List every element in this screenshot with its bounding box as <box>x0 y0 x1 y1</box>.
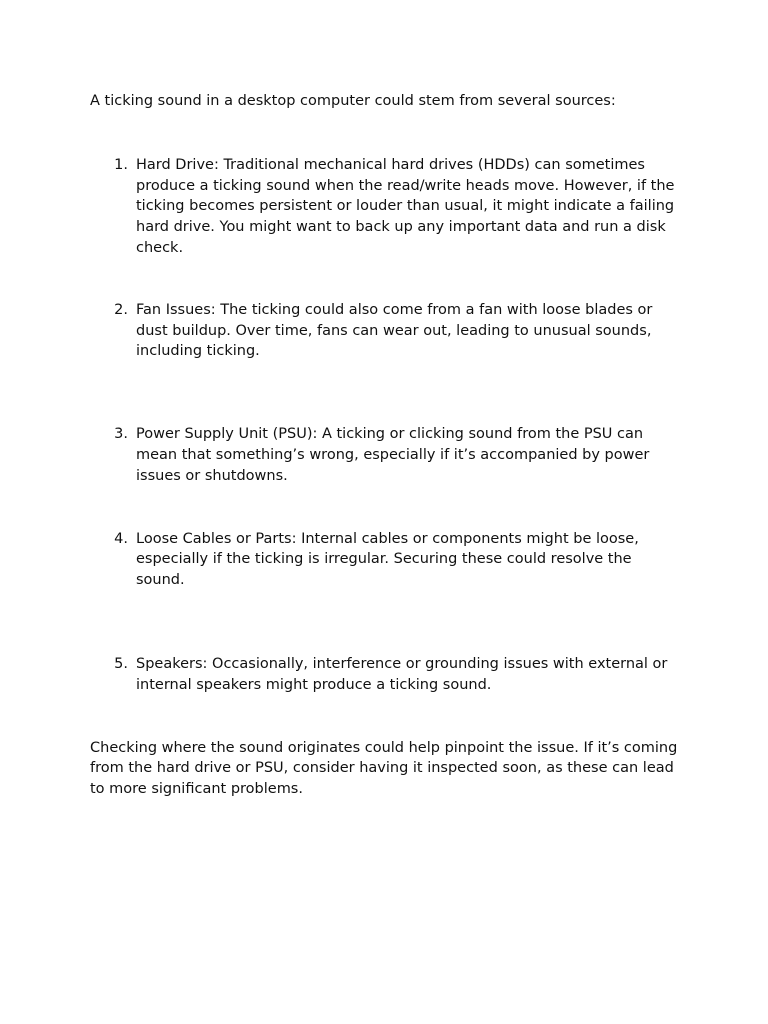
list-item-text: Speakers: Occasionally, interference or grounding issues with external or internal speakers might produce a ticking sound. <box>136 655 668 693</box>
list-item <box>90 155 682 259</box>
list-item <box>90 654 682 696</box>
list-item-number: 2. <box>114 301 128 318</box>
intro-paragraph: A ticking sound in a desktop computer could stem from several sources: <box>90 93 616 109</box>
sources-list <box>90 155 682 696</box>
closing-paragraph: Checking where the sound originates could help pinpoint the issue. If it’s coming from the hard drive or PSU, consider having it inspected soon, as these can lead to more significant problems. <box>90 739 678 798</box>
list-item-text: Power Supply Unit (PSU): A ticking or clicking sound from the PSU can mean that something’s wrong, especially if it’s accompanied by power issues or shutdowns. <box>136 426 650 484</box>
list-item <box>90 300 682 362</box>
document-body <box>90 91 682 800</box>
list-item-number: 5. <box>114 655 128 672</box>
list-item-number: 4. <box>114 530 128 547</box>
list-item <box>90 424 682 486</box>
list-item-text: Hard Drive: Traditional mechanical hard drives (HDDs) can sometimes produce a ticking sound when the read/write heads move. However, if the ticking becomes persistent or louder than usual, it might indicate a failing hard drive. You might want to back up any important data and run a disk check. <box>136 156 675 256</box>
list-item-number: 1. <box>114 156 128 173</box>
list-item-number: 3. <box>114 426 128 443</box>
list-item-text: Loose Cables or Parts: Internal cables or components might be loose, especially if the ticking is irregular. Securing these could resolve the sound. <box>136 530 639 589</box>
list-item <box>90 529 682 591</box>
list-item-text: Fan Issues: The ticking could also come from a fan with loose blades or dust buildup. Over time, fans can wear out, leading to unusual sounds, including ticking. <box>136 301 653 360</box>
